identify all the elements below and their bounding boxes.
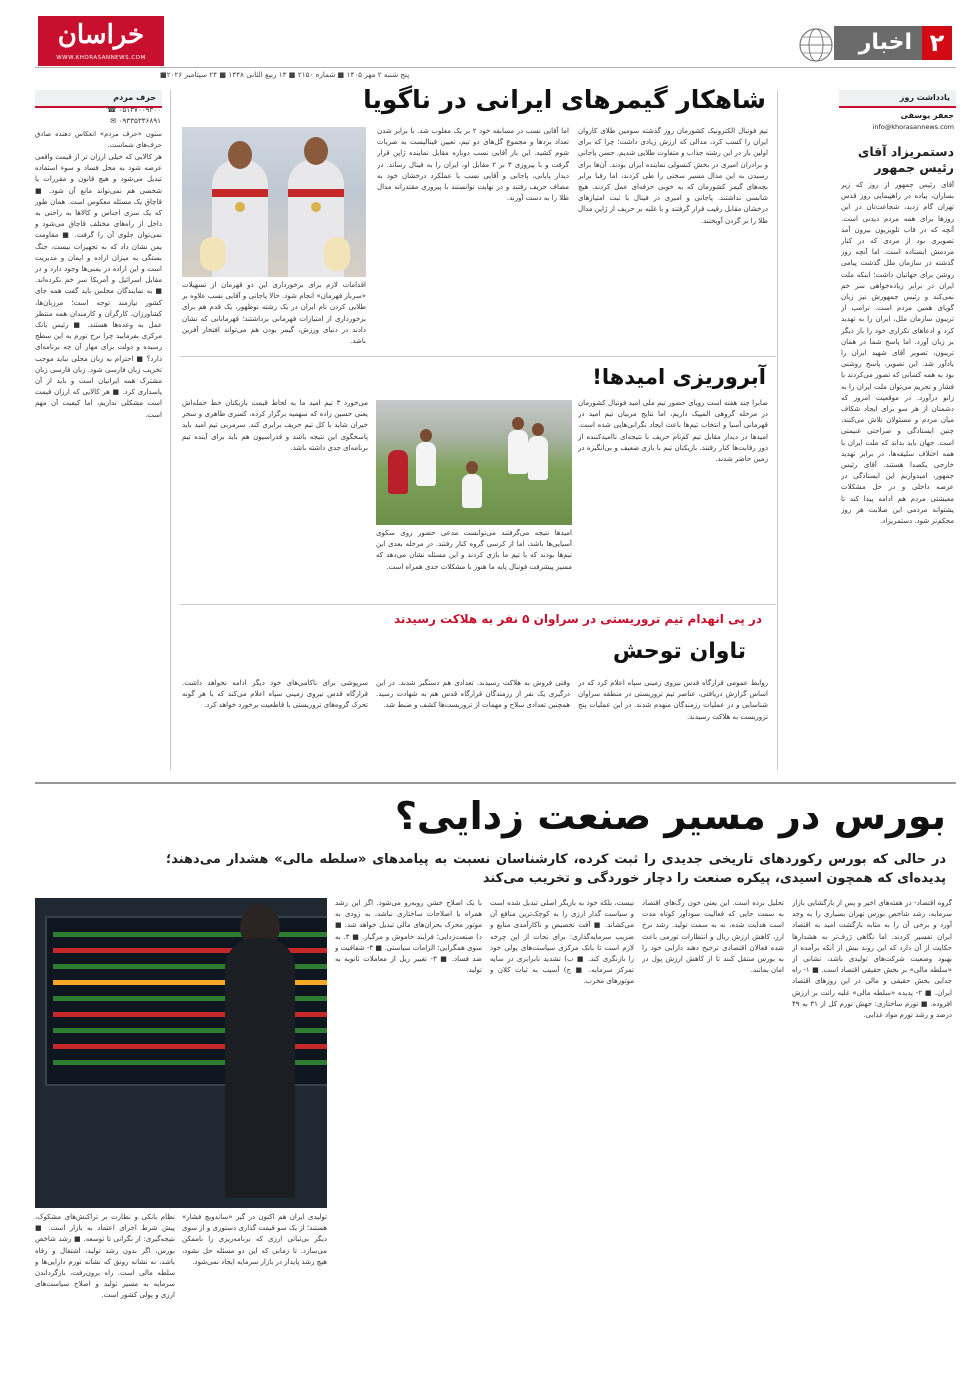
gamers-photo xyxy=(182,127,366,277)
section-badge xyxy=(834,26,952,60)
bourse-lead: در حالی که بورس رکوردهای تاریخی جدیدی را ثبت کرده، کارشناسان نسبت به پیامدهای «سلطه مالی» هشدار می‌دهند؛ پدیده‌ای که همچون اسیدی، پیکره صنعت را دچار خوردگی و تخریب می‌کند xyxy=(166,852,946,886)
divider xyxy=(170,90,171,770)
football-col-c: می‌خورد ۳ تیم امید ما به لحاظ قیمت بازیکنان خط حمله‌اش یعنی حسین زاده که سهمیه برگزار کرده، کسری طاهری و سحر خیران شاید با کل تیم حریف برابری کند. سرمربی تیم امید باید پاسخگوی این نتیجه باشد و فدراسیون هم باید برای آینده تیم برنامه‌ای جدی داشته باشد. xyxy=(182,399,368,452)
bourse-photo xyxy=(35,898,327,1208)
logo-subtitle: WWW.KHORASANNEWS.COM xyxy=(56,55,146,61)
bourse-col-1: گروه اقتصاد- در هفته‌های اخیر و پس از بازگشایی بازار سرمایه، رشد شاخص بورس تهران بسیاری را به وجد آورد و برخی آن را به مثابه بازگشت امید به اقتصاد ایران تفسیر کردند. اما نگاهی ژرف‌تر به هشدارها حکایت از آن دارد که این روند بیش از آنکه برآمده از بهبود وضعیت شرکت‌های تولیدی باشد، نشانی از «سلطه مالی» بر بخش حقیقی اقتصاد است. ■ ۱- راه جدایی بخش حقیقی و مالی در این روزهای اقتصاد ایران. ■ ۲- پدیده «سلطه مالی» غلبه رانت بر ارزش افزوده. ■ تورم ساختاری: جهش تورم کل از ۳۱ به ۴۹ درصد و رشد تورم مواد غذایی. xyxy=(792,899,952,1020)
bourse-col-2: تحلیل برده است. این یعنی خون رگ‌های اقتصاد به سمت جایی که فعالیت سودآور کوتاه مدت است هدایت شده، نه به سمت تولید. رشد نرخ ارز، کاهش ارزش ریال و انتظارات تورمی باعث شده فعالان اقتصادی ترجیح دهند دارایی خود را به بورس منتقل کنند تا از کاهش ارزش پول در امان بمانند. xyxy=(642,899,784,975)
globe-icon xyxy=(798,27,834,63)
section-divider xyxy=(35,782,956,784)
newspaper-logo[interactable] xyxy=(38,16,164,66)
header-rule xyxy=(35,67,956,68)
saravan-headline: تاوان توحش xyxy=(612,639,746,664)
gamers-col-a: تیم فوتبال الکترونیک کشورمان روز گذشته سومین طلای کاروان ایران را کسب کرد، مدالی که ارزش زیادی داشت؛ چرا که برای اولین بار در این رشته جذاب و متفاوت طلایی شدیم. حسن پاجانی و برادران امیری در بخش کنسولی نماینده ایران بودند. آن‌ها برای رسیدن به این مدال مسیر سختی را طی کردند، اما رقبا برابر بچه‌های گیمر کشورمان که به خوبی حرفه‌ای عمل کردند، هیچ شانسی نداشتند. پاجانی و امیری در فینال با ثبت امتیازهای درخشان مقابل رقیب قرار گرفتند و با غلبه بر حریف از ژاپن مدال طلا را بر گردن آویختند. xyxy=(578,127,768,225)
football-col-a: صابرا چند هفته است رویای حضور تیم ملی امید فوتبال کشورمان در مرحله گروهی المپیک داریم، اما نتایج مربیان تیم امید در قهرمانی آسیا و انتخاب تیم‌ها باعث ایجاد نگرانی‌هایی شده است. امیدها در دیدار مقابل تیم کم‌نام حریف با نتیجه‌ای ناامیدکننده از دور رقابت‌ها کنار رفتند. بازیکنان تیم با بازی ضعیف و بی‌انگیزه در زمین حاضر شدند. xyxy=(578,399,768,464)
bourse-col-5: تولیدی ایران هم اکنون در گیر «ساندویچ فشار» هستند؛ از یک سو قیمت گذاری دستوری و از سوی دیگر بی‌ثباتی ارزی که برنامه‌ریزی را ناممکن می‌سازد. تا زمانی که این دو مسئله حل نشود، هیچ رشد پایدار در بازار سرمایه ایجاد نمی‌شود. xyxy=(182,1213,327,1266)
phone-icon: ☎ xyxy=(107,105,119,114)
bourse-headline: بورس در مسیر صنعت زدایی؟ xyxy=(394,794,946,838)
gamers-col-b: اما آقایی نسب در مسابقه خود ۲ بر یک مغلوب شد. با برابر شدن تعداد برد‌ها و مجموع گل‌های دو تیم، تعیین فینالیست به ضربات شوم کشید. این بار آقایی نسب دوباره مقابل نماینده ژاپن قرار گرفت و با پیروزی ۳ بر ۲ مقابل او، ایران را به فینال رساند. در دیدار پایانی، پاجانی و آقایی نسب با عملکرد درخشان خود به مصاف حریف رفتند و در نهایت توانستند با پیروزی مقتدرانه مدال طلا را به دست آورند. xyxy=(377,127,569,203)
bourse-col-4: با یک اصلاح خشن روبه‌رو می‌شود. اگر این رشد همراه با اصلاحات ساختاری نباشد، به زودی به موتور محرک بحران‌های مالی تبدیل خواهد شد. ■ د) صنعت‌زدایی؛ فرایند خاموش و مرگبار. ■ ۳. به سوی همگرایی؛ الزامات سیاستی. ■ ۴- شفافیت و ضد فساد. ■ ۳- تغییر ریل از معاملات ثانویه به تولید. xyxy=(335,899,482,975)
section-name: اخبار xyxy=(858,30,912,55)
bourse-col-3: نیست، بلکه خود به بازیگر اصلی تبدیل شده است و سیاست گذار ارزی را به کوچک‌ترین منافع آن می‌کشاند. ■ آفت تخصیص و ناکارآمدی منابع و ضریب سرمایه‌گذاری: برای نجات از این چرخه لازم است تا بانک مرکزی سیاست‌های پولی خود را بازنگری کند. ■ ب) تشدید نابرابری در سایه تمرکز سرمایه. ■ ج) آسیب به ثبات کلان و موتورهای مخرب. xyxy=(490,899,634,986)
editorial-author xyxy=(842,110,954,133)
author-email: info@khorasannews.com xyxy=(872,123,954,131)
sms-icon: ✉ xyxy=(110,116,119,125)
phone-line-1[interactable]: ☎ ۰۵۱۳۷۰۰۹۳۰۰ xyxy=(107,105,161,114)
author-name: جعفر یوسفی xyxy=(900,111,954,120)
people-intro: ستون «حرف مردم» انعکاس دهنده صادق حرف‌های شماست. xyxy=(35,130,162,149)
saravan-col-c: سرپوشی برای ناکامی‌های خود دیگر ادامه نخواهد داشت. قرارگاه قدس نیروی زمینی سپاه اعلام می‌کند که با هر گونه تحرک گروه‌های تروریستی با قاطعیت برخورد خواهد کرد. xyxy=(182,679,368,710)
phone-line-2[interactable]: ✉ ۰۹۳۳۵۳۴۶۸۹۱ xyxy=(110,116,161,125)
saravan-col-a: روابط عمومی قرارگاه قدس نیروی زمینی سپاه اعلام کرد که در اساس گزارش دریافتی، عناصر تیم تروریستی در منطقه سراوان شناسایی و در عملیات رزمندگان منهدم شدند. در این عملیات پنج تروریست به هلاکت رسیدند. xyxy=(578,679,768,721)
logo-text: خراسان xyxy=(57,20,145,50)
editorial-title: دستمریزاد آقای رئیس جمهور xyxy=(857,144,954,175)
divider xyxy=(180,356,776,357)
gamers-headline: شاهکار گیمرهای ایرانی در ناگویا xyxy=(363,85,766,114)
people-body: هر کالایی که خیلی ارزان تر از قیمت واقعی عرضه شود به محل فساد و سوء استفاده تبدیل می‌شود و هیچ قانون و مقررات یا شخصی هم نمی‌تواند مانع آن شود. ■ قاچاق یک مسئله معکوس است. همان طور که یک سری اجناس و کالاها به راحتی به داخل از راه‌های مختلف قاچاق می‌شود و نمی‌توان جلوی آن را گرفت. ■ مقاومت یمن نشان داد که به تجهیزات نیست، جنگ بستگی به میزان اراده و ایمان و مدیریت است و این اراده در یمنی‌ها وجود دارد و در مقابل اسرائیل و آمریکا سر خم نکرده‌اند. ■ به نمایندگان مجلس باید گفت همه جای کشور نیازمند توجه است؛ مرزبان‌ها، کشاورزان، کارگران و کارمندان همه منتظر عمل به وعده‌ها هستند. ■ رئیس بانک مرکزی بفرمایید چرا نرخ تورم به این سطح رسیده و دولت برای مهار آن چه برنامه‌ای دارد؟ ■ احترام به زبان محلی نباید موجب تخریب زبان فارسی شود. زبان فارسی زبان مشترک همه ایرانیان است و باید از آن پاسداری کرد. ■ هر کالایی که ارزان قیمت است مشکلی نداریم، اما کیفیت آن مهم است. xyxy=(35,153,162,419)
people-strip: حرف مردم xyxy=(35,90,162,108)
masthead xyxy=(0,0,966,86)
football-headline: آبروریزی امیدها! xyxy=(592,365,766,389)
saravan-col-b: وقتی فروش به هلاکت رسیدند. تعدادی هم دستگیر شدند. در این درگیری یک نفر از رزمندگان قرارگاه قدس هم به شهادت رسید. همچنین تعدادی سلاح و مهمات از تروریست‌ها کشف و ضبط شد. xyxy=(376,679,570,710)
people-phones xyxy=(35,104,161,126)
editorial-body: آقای رئیس جمهور از روز که زیر بساران، پیاده در راهپیمایی روز قدس تهران گام زدید، شجاعت‌تان در این روزها برای همه مردم دیدنی است. آنچه که در قاب تلویزیون بیرون آمد تصویری بود از مردی که در کنار مردمش ایستاده است. اما آنچه روز گذشته در سازمان ملل گذشت پیامی روشن برای جهانیان داشت؛ اینکه ملت ایران در برابر زیاده‌خواهی سر خم نمی‌کند و رئیس جمهورش نیز زبان گویای همین مردم است. ترامپ از تریبون سازمان ملل، ایران را به تهدید کرد و ادعاهای تکراری خود را بار دیگر بر زبان آورد. اما پاسخ شما در همان تریبون، تصویر آقای شهید ایران را یادآور شد. این تصویر، پاسخ روشنی بود به همه کسانی که تصور می‌کردند با فشار و تحریم می‌توان ملت ایران را به زانو درآورد. در موقعیت امروز که دشمنان از هر سو برای ایجاد شکاف میان مردم و مسئولان تلاش می‌کنند، چنین ایستادگی و صراحتی غنیمتی است. جهان باید بداند که ملت ایران با همه اختلاف سلیقه‌ها، در برابر تهدید خارجی یکصدا هستند. آقای رئیس جمهور، امیدواریم این ایستادگی در عرصه داخلی و در حل مشکلات معیشتی مردم هم ادامه پیدا کند تا پشتوانه مردمی این صلابت هر روز محکم‌تر شود. دستمریزاد. xyxy=(841,181,954,526)
editorial-strip: یادداشت روز xyxy=(839,90,956,108)
football-col-b: امیدها نتیجه می‌گرفتند می‌توانست مدعی حضور روی سکوی آسیایی‌ها باشد، اما از کرسی گروه کنار رفتند. در مرحله بعدی این تیم‌ها بودند که با تیم ما بازی کردند و این مسئله نشان می‌دهد که مسیر پیشرفت فوتبال پایه ما هنوز با مشکلات جدی همراه است. xyxy=(376,529,572,571)
gamers-col-c: اقدامات لازم برای برخورداری این دو قهرمان از تسهیلات «سرباز قهرمان» انجام شود. حالا پاجانی و آقایی نسب علاوه بر طلایی کردن نام ایران در یک رشته نوظهور، یک قدم هم برای برخورداری از امتیازات قهرمانی برداشتند؛ قهرمانانی که نشان دادند در دنیای ورزش، گیمر بودن هم می‌تواند افتخار آفرین باشد. xyxy=(182,281,366,346)
bourse-col-6: نظام بانکی و نظارت بر تراکنش‌های مشکوک، پیش شرط اجرای اعتماد به بازار است. ■ نتیجه‌گیری: از نگرانی تا توسعه. ■ رشد شاخص بورس، اگر بدون رشد تولید، اشتغال و رفاه باشد، نه نشانه رونق که نشانه تورم دارایی‌ها و سلطه مالی است. راه برون‌رفت، بازگرداندن سرمایه به مسیر تولید و اصلاح سیاست‌های ارزی و پولی کشور است. xyxy=(35,1213,175,1300)
saravan-kicker: در پی انهدام تیم تروریستی در سراوان ۵ نفر به هلاکت رسیدند xyxy=(393,612,762,626)
football-photo xyxy=(376,400,572,525)
dateline: پنج شنبه ۲ مهر ۱۴۰۵ ■ شماره ۲۱۵۰ ■ ۱۳ ربیع الثانی ۱۴۴۸ ■ ۲۴ سپتامبر ۲۰۲۶■ xyxy=(160,70,410,79)
divider xyxy=(777,90,778,770)
page-number: ۲ xyxy=(922,26,952,60)
divider xyxy=(180,604,776,605)
